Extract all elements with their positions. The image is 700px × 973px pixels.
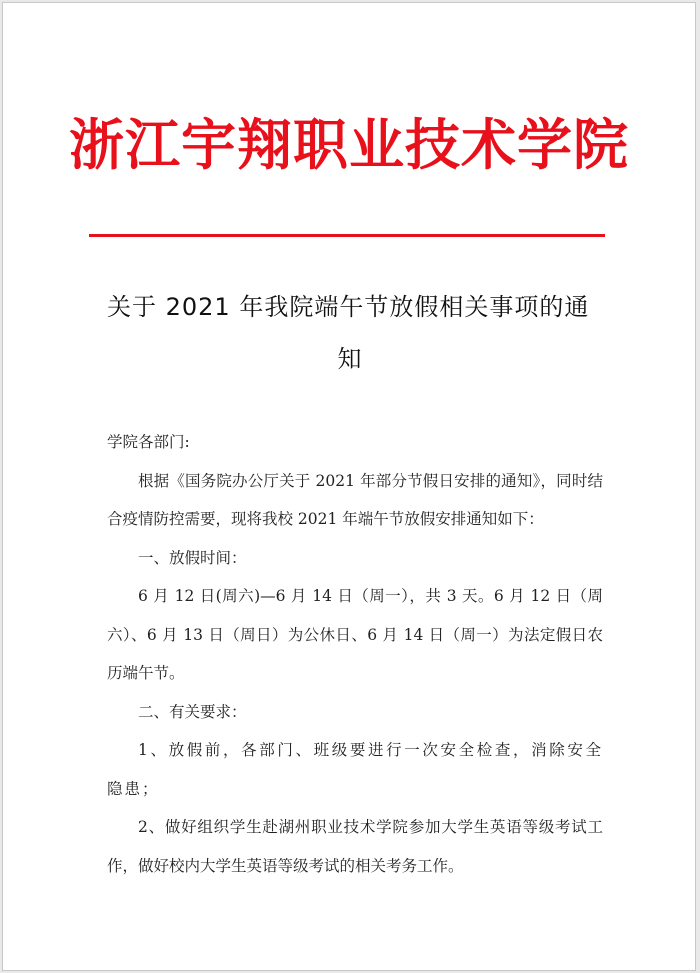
red-divider-rule [89, 234, 605, 237]
requirement-item-1: 1、放假前，各部门、班级要进行一次安全检查，消除安全隐患； [107, 741, 603, 798]
requirement-item-2: 2、做好组织学生赴湖州职业技术学院参加大学生英语等级考试工作，做好校内大学生英语等级考试的相关考务工作。 [107, 818, 603, 875]
document-page [2, 2, 696, 971]
salutation: 学院各部门: [107, 433, 190, 451]
section-1-heading: 一、放假时间： [138, 548, 247, 567]
notice-title-line-1: 关于 2021 年我院端午节放假相关事项的通 [107, 293, 590, 321]
institution-masthead: 浙江宇翔职业技术学院 [68, 112, 629, 177]
section-1-text: 6 月 12 日(周六)—6 月 14 日（周一），共 3 天。6 月 12 日（周六）、6 月 13 日（周日）为公休日、6 月 14 日（周一）为法定假日农历端午节。 [107, 587, 603, 682]
notice-title-line-2: 知 [337, 345, 363, 373]
notice-title [107, 281, 593, 385]
intro-paragraph: 根据《国务院办公厅关于 2021 年部分节假日安排的通知》，同时结合疫情防控需要，现将我校 2021 年端午节放假安排通知如下： [107, 471, 603, 528]
section-2-heading: 二、有关要求： [138, 702, 247, 721]
notice-body [107, 423, 603, 885]
